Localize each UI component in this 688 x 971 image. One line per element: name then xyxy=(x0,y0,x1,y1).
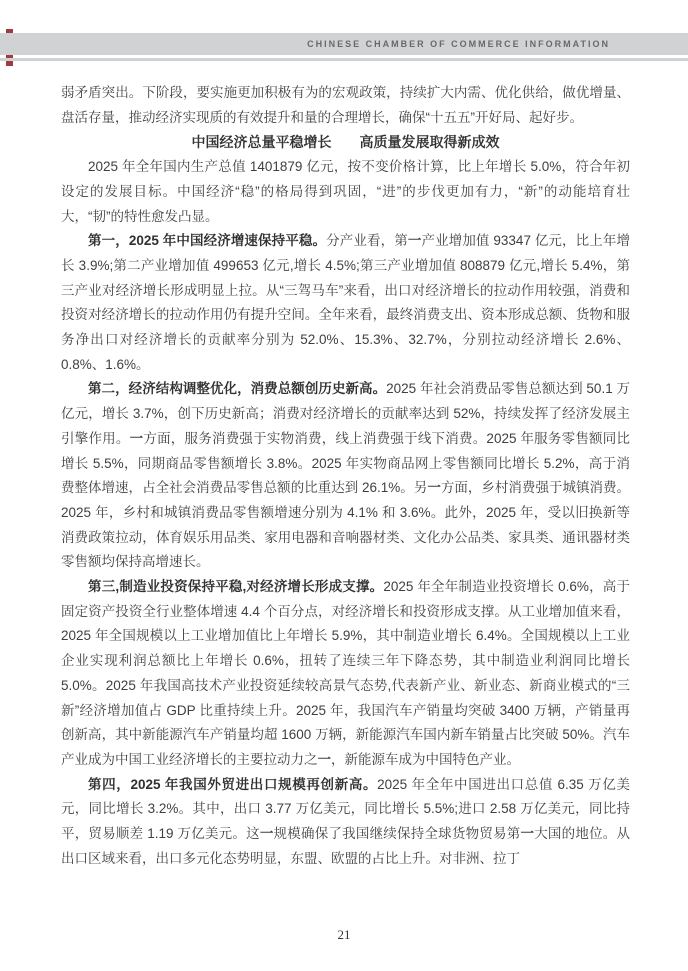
article-body xyxy=(61,81,630,872)
paragraph-lead: 第四，2025 年我国外贸进出口规模再创新高。 xyxy=(88,776,378,792)
article-paragraph: 2025 年全年国内生产总值 1401879 亿元，按不变价格计算，比上年增长 5.0%，符合年初设定的发展目标。中国经济“稳”的格局得到巩固，“进”的步伐更加有力，“新”的动能培育壮大，“韧”的特性愈发凸显。 xyxy=(61,159,630,224)
article-paragraph: 第一，2025 年中国经济增速保持平稳。分产业看，第一产业增加值 93347 亿元，比上年增长 3.9%;第二产业增加值 499653 亿元,增长 4.5%;第三产业增加值 808879 亿元,增长 5.4%，第三产业对经济增长形成明显上拉。从“三驾马车”来看，出口对经济增长的拉动作用较强，消费和投资对经济增长的拉动作用仍有提升空间。全年来看，最终消费支出、资本形成总额、货物和服务净出口对经济增长的贡献率分别为 52.0%、15.3%、32.7%，分别拉动经济增长 2.6%、0.8%、1.6%。 xyxy=(61,233,631,372)
page-footer xyxy=(0,926,688,944)
paragraph-intro: 弱矛盾突出。下阶段，要实施更加积极有为的宏观政策，持续扩大内需、优化供给，做优增量、盘活存量，推动经济实现质的有效提升和量的合理增长，确保“十五五”开好局、起好步。 xyxy=(61,85,630,125)
header-rule xyxy=(0,58,688,61)
paragraph-lead: 第一，2025 年中国经济增速保持平稳。 xyxy=(88,233,327,249)
paragraph-list xyxy=(61,155,630,871)
paragraph-lead: 第二，经济结构调整优化，消费总额创历史新高。 xyxy=(88,381,387,397)
article-paragraph: 第四，2025 年我国外贸进出口规模再创新高。2025 年全年中国进出口总值 6.35 万亿美元，同比增长 3.2%。其中，出口 3.77 万亿美元，同比增长 5.5%;进口 2.58 万亿美元，同比持平，贸易顺差 1.19 万亿美元。这一规模确保了我国继续保持全球货物贸易第一大国的地位。从出口区域来看，出口多元化态势明显，东盟、欧盟的占比上升。对非洲、拉丁 xyxy=(61,776,631,866)
article-heading: 中国经济总量平稳增长 高质量发展取得新成效 xyxy=(191,134,500,151)
article-paragraph: 第三,制造业投资保持平稳,对经济增长形成支撑。2025 年全年制造业投资增长 0.6%，高于固定资产投资全行业整体增速 4.4 个百分点，对经济增长和投资形成支撑。从工业增加值来看，2025 年全国规模以上工业增加值比上年增长 5.9%，其中制造业增长 6.4%。全国规模以上工业企业实现利润总额比上年增长 0.6%，扭转了连续三年下降态势，其中制造业利润同比增长 5.0%。2025 年我国高技术产业投资延续较高景气态势,代表新产业、新业态、新商业模式的“三新”经济增加值占 GDP 比重持续上升。2025 年，我国汽车产销量均突破 3400 万辆，产销量再创新高，其中新能源汽车产销量均超 1600 万辆，新能源汽车国内新车销量占比突破 50%。汽车产业成为中国工业经济增长的主要拉动力之一，新能源车成为中国特色产业。 xyxy=(61,579,630,767)
paragraph-lead: 第三,制造业投资保持平稳,对经济增长形成支撑。 xyxy=(88,579,384,595)
header-banner xyxy=(0,33,688,55)
article-paragraph: 第二，经济结构调整优化，消费总额创历史新高。2025 年社会消费品零售总额达到 50.1 万亿元，增长 3.7%，创下历史新高；消费对经济增长的贡献率达到 52%，持续发挥了经济发展主引擎作用。一方面，服务消费强于实物消费，线上消费强于线下消费。2025 年服务零售额同比增长 5.5%，同期商品零售额增长 3.8%。2025 年实物商品网上零售额同比增长 5.2%，高于消费整体增速，占全社会消费品零售总额的比重达到 26.1%。另一方面，乡村消费强于城镇消费。2025 年，乡村和城镇消费品零售额增速分别为 4.1% 和 3.6%。此外，2025 年，受以旧换新等消费政策拉动，体育娱乐用品类、家用电器和音响器材类、文化办公品类、家具类、通讯器材类零售额均保持高增速长。 xyxy=(61,381,631,570)
page-number: 21 xyxy=(337,927,351,942)
header-banner-text: CHINESE CHAMBER OF COMMERCE INFORMATION xyxy=(307,39,610,49)
